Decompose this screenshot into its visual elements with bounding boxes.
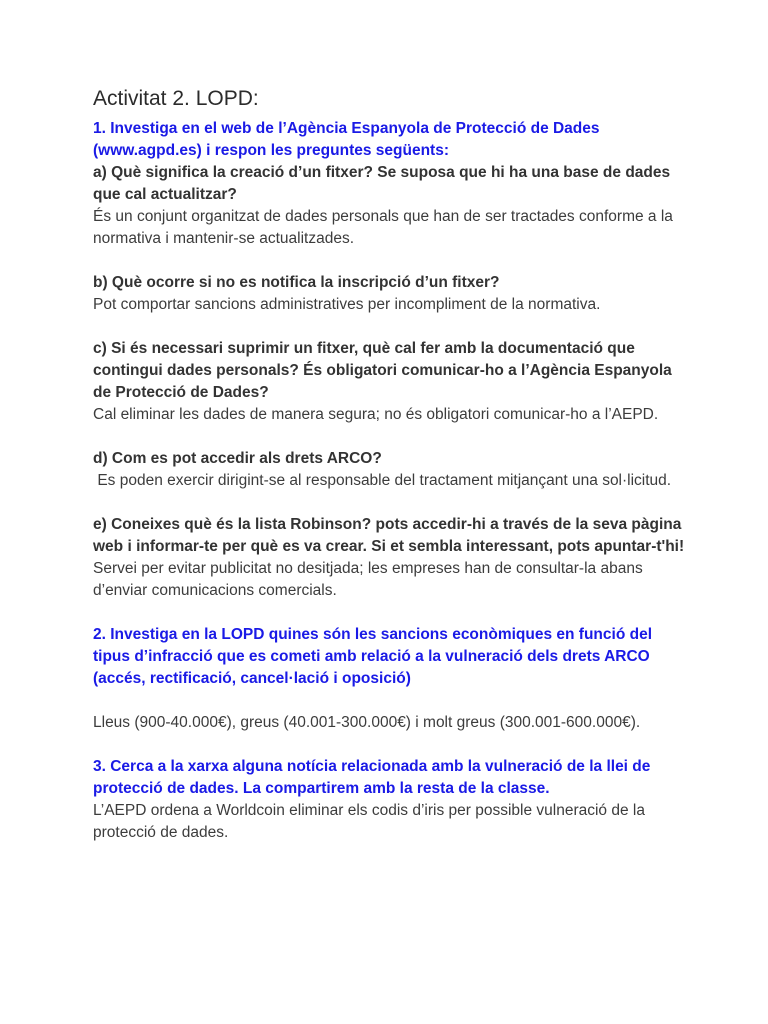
question-a: a) Què significa la creació d’un fitxer? Se suposa que hi ha una base de dades que cal actualitzar? [93, 164, 671, 203]
question-c: c) Si és necessari suprimir un fitxer, què cal fer amb la documentació que contingui dades personals? És obligatori comunicar-ho a l’Agència Espanyola de Protecció de Dades? [93, 340, 672, 401]
question-b: b) Què ocorre si no es notifica la inscripció d’un fitxer? [93, 274, 500, 291]
section-2-prompt: 2. Investiga en la LOPD quines són les sancions econòmiques en funció del tipus d’infracció que es cometi amb relació a la vulneració dels drets ARCO (accés, rectificació, cancel·lació i oposició) [93, 626, 652, 687]
section-3-answer: L’AEPD ordena a Worldcoin eliminar els codis d’iris per possible vulneració de la protecció de dades. [93, 802, 645, 841]
spacer [93, 690, 688, 712]
spacer [93, 492, 688, 514]
question-e: e) Coneixes què és la lista Robinson? pots accedir-hi a través de la seva pàgina web i informar-te per què es va crear. Si et sembla interessant, pots apuntar-t'hi! [93, 516, 685, 555]
answer-b: Pot comportar sancions administratives per incompliment de la normativa. [93, 296, 601, 313]
page-title: Activitat 2. LOPD: [93, 87, 259, 110]
question-d: d) Com es pot accedir als drets ARCO? [93, 450, 382, 467]
section-3-prompt: 3. Cerca a la xarxa alguna notícia relacionada amb la vulneració de la llei de protecció de dades. La compartirem amb la resta de la classe. [93, 758, 651, 797]
spacer [93, 250, 688, 272]
spacer [93, 602, 688, 624]
answer-a: És un conjunt organitzat de dades personals que han de ser tractades conforme a la normativa i mantenir-se actualitzades. [93, 208, 673, 247]
spacer [93, 426, 688, 448]
section-1-prompt: 1. Investiga en el web de l’Agència Espanyola de Protecció de Dades (www.agpd.es) i respon les preguntes següents: [93, 120, 600, 159]
answer-c: Cal eliminar les dades de manera segura; no és obligatori comunicar-ho a l’AEPD. [93, 406, 659, 423]
section-2-answer: Lleus (900-40.000€), greus (40.001-300.000€) i molt greus (300.001-600.000€). [93, 714, 641, 731]
spacer [93, 316, 688, 338]
spacer [93, 734, 688, 756]
answer-e: Servei per evitar publicitat no desitjada; les empreses han de consultar-la abans d’enviar comunicacions comercials. [93, 560, 643, 599]
answer-d: Es poden exercir dirigint-se al responsable del tractament mitjançant una sol·licitud. [93, 472, 672, 489]
